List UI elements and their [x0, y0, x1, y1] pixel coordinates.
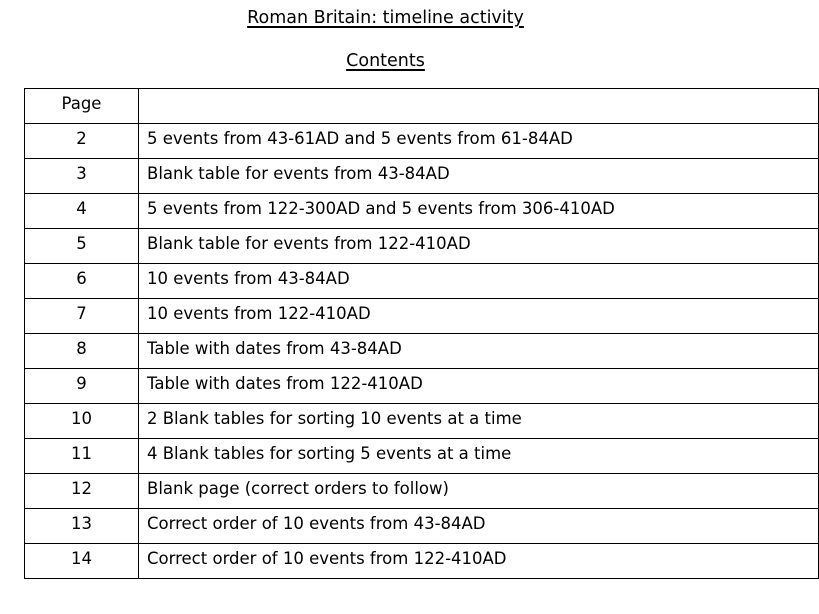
- document-title-text: Roman Britain: timeline activity: [247, 8, 524, 28]
- page-description: 5 events from 43-61AD and 5 events from 61-84AD: [139, 124, 819, 159]
- table-row: [25, 194, 819, 229]
- document-title: [0, 6, 771, 30]
- header-description: [139, 89, 819, 124]
- table-row: [25, 334, 819, 369]
- table-row: [25, 474, 819, 509]
- page-number: 7: [25, 299, 139, 334]
- page-description: 4 Blank tables for sorting 5 events at a time: [139, 439, 819, 474]
- table-row: [25, 369, 819, 404]
- page-description: 2 Blank tables for sorting 10 events at a time: [139, 404, 819, 439]
- table-row: [25, 404, 819, 439]
- page-number: 5: [25, 229, 139, 264]
- page-description: Blank table for events from 43-84AD: [139, 159, 819, 194]
- table-row: [25, 509, 819, 544]
- page-description: 10 events from 122-410AD: [139, 299, 819, 334]
- table-row: [25, 544, 819, 579]
- table-row: [25, 159, 819, 194]
- table-row: [25, 299, 819, 334]
- page-number: 10: [25, 404, 139, 439]
- table-row: [25, 264, 819, 299]
- page-description: Blank page (correct orders to follow): [139, 474, 819, 509]
- page-description: Table with dates from 43-84AD: [139, 334, 819, 369]
- page-number: 11: [25, 439, 139, 474]
- page-number: 9: [25, 369, 139, 404]
- page-number: 12: [25, 474, 139, 509]
- page-number: 8: [25, 334, 139, 369]
- page-description: Correct order of 10 events from 43-84AD: [139, 509, 819, 544]
- page-description: 10 events from 43-84AD: [139, 264, 819, 299]
- table-row: [25, 439, 819, 474]
- contents-heading-text: Contents: [346, 51, 425, 71]
- contents-table: [24, 88, 819, 579]
- page-number: 4: [25, 194, 139, 229]
- table-row: [25, 229, 819, 264]
- contents-heading: [0, 49, 771, 73]
- header-page: Page: [25, 89, 139, 124]
- table-row: [25, 124, 819, 159]
- page-number: 6: [25, 264, 139, 299]
- page-number: 3: [25, 159, 139, 194]
- page-description: Blank table for events from 122-410AD: [139, 229, 819, 264]
- table-header-row: [25, 89, 819, 124]
- page-description: 5 events from 122-300AD and 5 events from 306-410AD: [139, 194, 819, 229]
- page-description: Correct order of 10 events from 122-410AD: [139, 544, 819, 579]
- page-number: 2: [25, 124, 139, 159]
- page-description: Table with dates from 122-410AD: [139, 369, 819, 404]
- page-number: 13: [25, 509, 139, 544]
- page-number: 14: [25, 544, 139, 579]
